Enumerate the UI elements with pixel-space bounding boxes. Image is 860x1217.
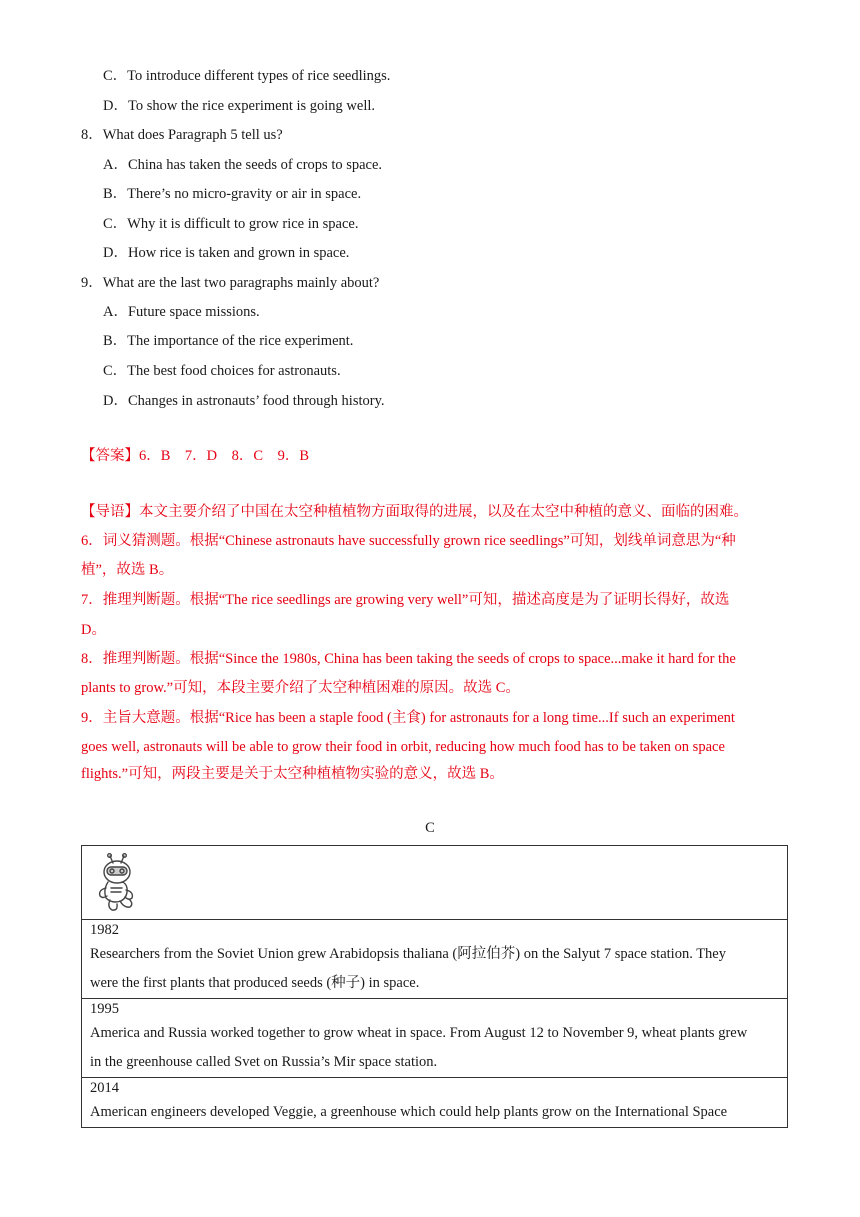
q8-option-b: B．There’s no micro-gravity or air in space. bbox=[103, 186, 362, 202]
q8-stem: 8．What does Paragraph 5 tell us? bbox=[81, 127, 283, 143]
explanation-line: 8．推理判断题。根据“Since the 1980s, China has been taking the seeds of crops to space...make it hard for the bbox=[81, 651, 736, 667]
explanation-line: D。 bbox=[81, 622, 106, 638]
answer-key: 【答案】6．B 7．D 8．C 9．B bbox=[81, 448, 309, 464]
q7-option-c: C．To introduce different types of rice seedlings. bbox=[103, 68, 391, 84]
timeline-entry-1982 bbox=[82, 920, 788, 999]
section-title: C bbox=[425, 820, 435, 836]
timeline-entry-2014 bbox=[82, 1078, 788, 1128]
timeline-text: American engineers developed Veggie, a greenhouse which could help plants grow on the International Space bbox=[90, 1104, 728, 1120]
explanation-line: 6．词义猜测题。根据“Chinese astronauts have successfully grown rice seedlings”可知，划线单词意思为“种 bbox=[81, 533, 736, 549]
timeline-text: America and Russia worked together to grow wheat in space. From August 12 to November 9, wheat plants grew bbox=[90, 1025, 748, 1041]
astronaut-icon bbox=[94, 852, 140, 912]
q9-option-d: D．Changes in astronauts’ food through history. bbox=[103, 393, 385, 409]
timeline-year: 1982 bbox=[90, 922, 119, 938]
explanation-line: plants to grow.”可知，本段主要介绍了太空种植困难的原因。故选 C。 bbox=[81, 680, 520, 696]
q8-option-d: D．How rice is taken and grown in space. bbox=[103, 245, 350, 261]
timeline-text: Researchers from the Soviet Union grew Arabidopsis thaliana (阿拉伯芥) on the Salyut 7 space station. They bbox=[90, 946, 726, 962]
explanation-line: goes well, astronauts will be able to grow their food in orbit, reducing how much food has to be taken on space bbox=[81, 739, 725, 755]
timeline-table bbox=[81, 845, 788, 1128]
explanation-line: 7．推理判断题。根据“The rice seedlings are growing very well”可知，描述高度是为了证明长得好，故选 bbox=[81, 592, 730, 608]
q9-option-c: C．The best food choices for astronauts. bbox=[103, 363, 341, 379]
explanation-line: flights.”可知，两段主要是关于太空种植植物实验的意义，故选 B。 bbox=[81, 766, 504, 782]
q9-option-a: A．Future space missions. bbox=[103, 304, 260, 320]
timeline-text: were the first plants that produced seeds (种子) in space. bbox=[90, 975, 420, 991]
timeline-entry-1995 bbox=[82, 999, 788, 1078]
q7-option-d: D．To show the rice experiment is going well. bbox=[103, 98, 376, 114]
q8-option-c: C．Why it is difficult to grow rice in space. bbox=[103, 216, 359, 232]
q8-option-a: A．China has taken the seeds of crops to space. bbox=[103, 157, 383, 173]
timeline-year: 2014 bbox=[90, 1080, 119, 1096]
q9-option-b: B．The importance of the rice experiment. bbox=[103, 333, 354, 349]
explanation-intro: 【导语】本文主要介绍了中国在太空种植植物方面取得的进展，以及在太空中种植的意义、面临的困难。 bbox=[81, 504, 748, 520]
timeline-year: 1995 bbox=[90, 1001, 119, 1017]
timeline-text: in the greenhouse called Svet on Russia’s Mir space station. bbox=[90, 1054, 438, 1070]
q9-stem: 9．What are the last two paragraphs mainly about? bbox=[81, 275, 380, 291]
explanation-line: 植”，故选 B。 bbox=[81, 562, 174, 578]
explanation-line: 9．主旨大意题。根据“Rice has been a staple food (主食) for astronauts for a long time...If such an experiment bbox=[81, 710, 735, 726]
header-image-cell bbox=[82, 846, 788, 920]
